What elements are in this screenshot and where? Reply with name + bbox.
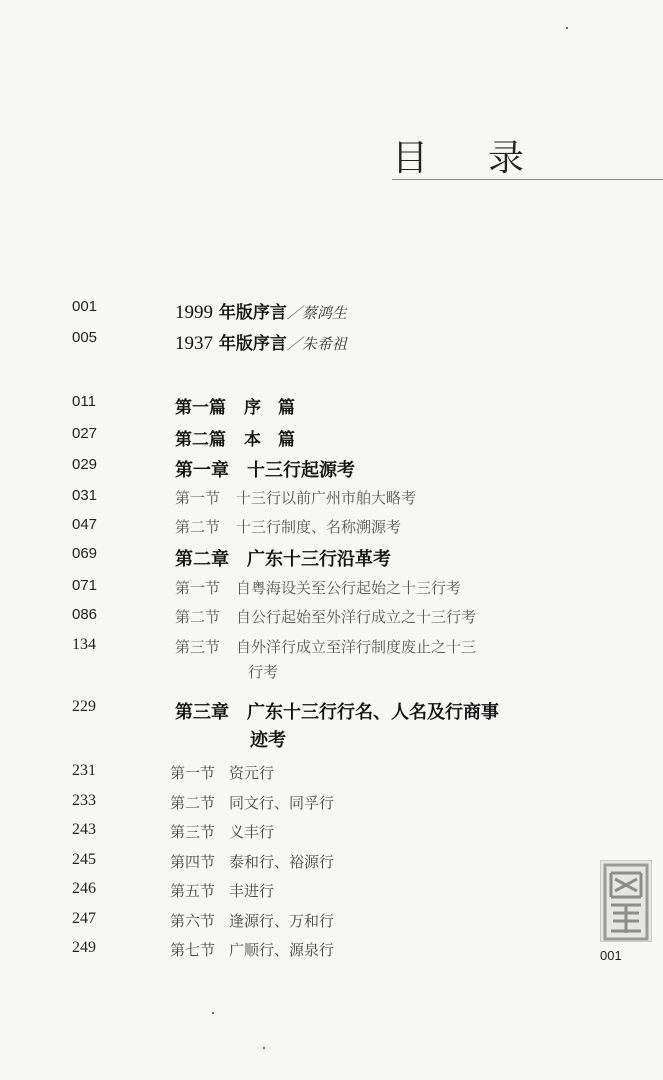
entry-title: 第五节 丰进行 xyxy=(170,882,275,900)
page-number: 231 xyxy=(72,762,96,779)
scan-speck xyxy=(263,1047,265,1049)
page-number: 011 xyxy=(72,393,96,410)
entry-title: 第二章 广东十三行沿革考 xyxy=(175,549,391,570)
page-number: 229 xyxy=(72,698,96,715)
entry-title: 第六节 逢源行、万和行 xyxy=(170,912,335,930)
page-number: 001 xyxy=(72,298,98,315)
entry-title: 第二篇 本 篇 xyxy=(175,430,295,450)
page-number: 031 xyxy=(72,487,98,504)
scan-speck xyxy=(566,27,568,29)
page-number: 005 xyxy=(72,329,98,346)
page-number: 071 xyxy=(72,577,98,594)
page-number: 249 xyxy=(72,939,96,956)
entry-title: 第三节 自外洋行成立至洋行制度废止之十三 xyxy=(175,638,477,656)
page-number: 233 xyxy=(72,792,96,809)
page-number: 047 xyxy=(72,516,98,533)
entry-title: 1937 年版序言／朱希祖 xyxy=(175,333,347,354)
seal-logo-icon xyxy=(600,860,652,942)
entry-title: 第一节 资元行 xyxy=(170,764,275,782)
entry-title: 第二节 同文行、同孚行 xyxy=(170,794,335,812)
entry-title: 第七节 广顺行、源泉行 xyxy=(170,941,335,959)
scan-speck xyxy=(212,1012,214,1014)
entry-title: 第一章 十三行起源考 xyxy=(175,460,355,481)
page-number: 246 xyxy=(72,880,96,897)
entry-title: 第三章 广东十三行行名、人名及行商事 xyxy=(175,702,499,723)
entry-title: 第四节 泰和行、裕源行 xyxy=(170,853,335,871)
entry-title: 第二节 自公行起始至外洋行成立之十三行考 xyxy=(175,608,477,626)
entry-title: 第一节 十三行以前广州市舶大略考 xyxy=(175,489,417,507)
page-number: 247 xyxy=(72,910,96,927)
entry-title: 第一篇 序 篇 xyxy=(175,398,295,418)
entry-author: ／朱希祖 xyxy=(286,335,347,353)
page-number: 086 xyxy=(72,606,98,623)
page-number: 029 xyxy=(72,456,98,473)
entry-title: 1999 年版序言／蔡鸿生 xyxy=(175,302,347,323)
page-number: 243 xyxy=(72,821,96,838)
entry-title: 第二节 十三行制度、名称溯源考 xyxy=(175,518,402,536)
page-title: 目录 xyxy=(392,138,585,179)
page-number: 245 xyxy=(72,851,96,868)
entry-author: ／蔡鸿生 xyxy=(286,304,347,322)
entry-title-continued: 迹考 xyxy=(250,730,286,751)
page-number: 027 xyxy=(72,425,98,442)
folio-page-number: 001 xyxy=(600,948,622,963)
entry-title: 第三节 义丰行 xyxy=(170,823,275,841)
page-number: 134 xyxy=(72,636,96,653)
entry-title: 第一节 自粤海设关至公行起始之十三行考 xyxy=(175,579,462,597)
entry-title-continued: 行考 xyxy=(248,663,279,681)
page-number: 069 xyxy=(72,545,98,562)
